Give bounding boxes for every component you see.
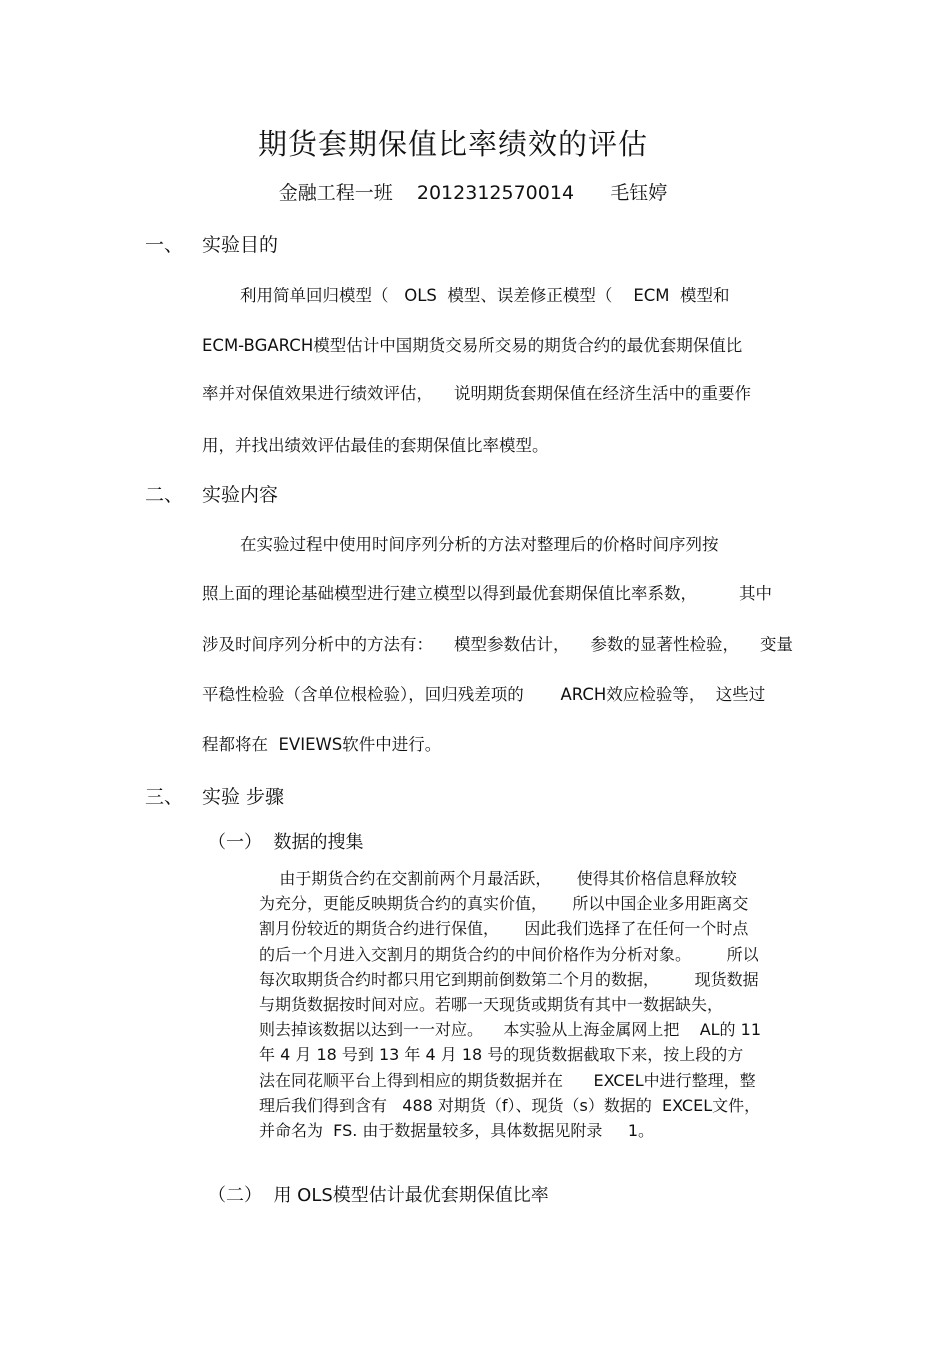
- section-2-line: 涉及时间序列分析中的方法有： 模型参数估计， 参数的显著性检验， 变量: [202, 635, 793, 654]
- section-1-heading: 实验目的: [202, 234, 279, 256]
- paragraph-line: 年 4 月 18 号到 13 年 4 月 18 号的现货数据截取下来，按上段的方: [259, 1045, 744, 1065]
- section-3-heading: 实验 步骤: [202, 786, 285, 808]
- section-1-line: 率并对保值效果进行绩效评估， 说明期货套期保值在经济生活中的重要作: [202, 384, 751, 403]
- section-2-number: 二、: [145, 484, 184, 506]
- section-3-number: 三、: [145, 786, 184, 808]
- page-title: 期货套期保值比率绩效的评估: [257, 127, 648, 161]
- section-1-line: ECM-BGARCH模型估计中国期货交易所交易的期货合约的最优套期保值比: [202, 336, 743, 355]
- paragraph-line: 的后一个月进入交割月的期货合约的中间价格作为分析对象。 所以: [259, 944, 759, 964]
- section-2-line: 照上面的理论基础模型进行建立模型以得到最优套期保值比率系数， 其中: [202, 584, 772, 603]
- paragraph-line: 并命名为 FS. 由于数据量较多，具体数据见附录 1。: [259, 1121, 655, 1141]
- section-1-number: 一、: [145, 234, 184, 256]
- paragraph-line: 理后我们得到含有 488 对期货（f）、现货（s）数据的 EXCEL文件，: [259, 1095, 761, 1115]
- paragraph-line: 法在同花顺平台上得到相应的期货数据并在 EXCEL中进行整理，整: [259, 1070, 756, 1090]
- section-2-heading: 实验内容: [202, 484, 279, 506]
- paragraph-line: 每次取期货合约时都只用它到期前倒数第二个月的数据， 现货数据: [259, 969, 759, 989]
- subsection-1-paragraph: [259, 866, 811, 1143]
- section-1-line: 利用简单回归模型（ OLS 模型、误差修正模型（ ECM 模型和: [240, 286, 730, 305]
- section-2-line: 程都将在 EVIEWS软件中进行。: [202, 735, 442, 754]
- paragraph-line: 与期货数据按时间对应。若哪一天现货或期货有其中一数据缺失，: [259, 995, 724, 1015]
- author-byline: 金融工程一班 2012312570014 毛钰婷: [278, 182, 668, 204]
- subsection-2-heading: （二） 用 OLS模型估计最优套期保值比率: [208, 1185, 549, 1206]
- paragraph-line: 为充分，更能反映期货合约的真实价值， 所以中国企业多用距离交: [259, 894, 749, 914]
- section-2-line: 平稳性检验（含单位根检验），回归残差项的 ARCH效应检验等， 这些过: [202, 685, 766, 704]
- paragraph-line: 割月份较近的期货合约进行保值， 因此我们选择了在任何一个时点: [259, 919, 749, 939]
- paragraph-line: 则去掉该数据以达到一一对应。 本实验从上海金属网上把 AL的 11: [259, 1020, 761, 1040]
- paragraph-line: 由于期货合约在交割前两个月最活跃， 使得其价格信息释放较: [259, 869, 737, 888]
- section-1-line: 用，并找出绩效评估最佳的套期保值比率模型。: [202, 436, 549, 455]
- section-2-line: 在实验过程中使用时间序列分析的方法对整理后的价格时间序列按: [240, 535, 719, 554]
- subsection-1-heading: （一） 数据的搜集: [208, 832, 364, 853]
